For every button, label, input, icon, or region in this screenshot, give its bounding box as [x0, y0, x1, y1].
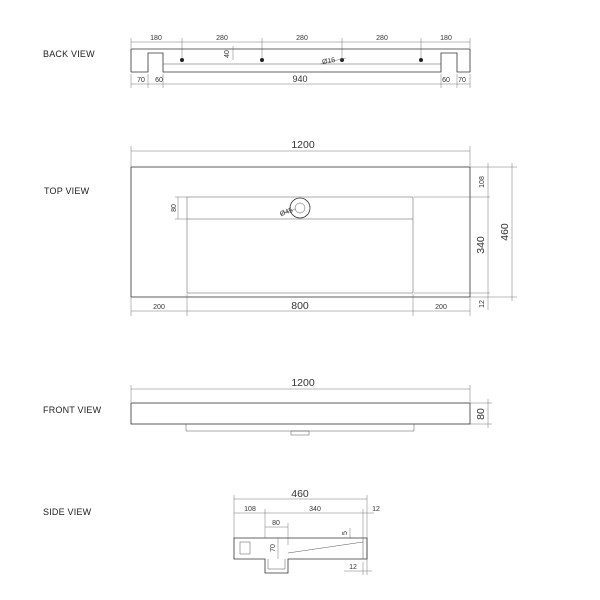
side-view-profile — [234, 538, 367, 573]
top-dim-200-right: 200 — [435, 304, 447, 311]
back-dim-280-3: 280 — [376, 35, 388, 42]
front-dim-1200: 1200 — [291, 377, 315, 389]
back-dim-70-right: 70 — [458, 77, 466, 84]
top-dim-dia45: Ø45 — [279, 207, 294, 219]
top-dim-200-left: 200 — [153, 304, 165, 311]
top-view-outline — [131, 167, 470, 297]
side-dim-460: 460 — [291, 488, 309, 500]
side-dim-12-top: 12 — [372, 506, 380, 513]
back-dim-60-right: 60 — [442, 77, 450, 84]
side-back-cutout — [240, 542, 250, 554]
side-dim-108: 108 — [244, 506, 256, 513]
back-dim-dia16: Ø16 — [321, 56, 336, 67]
front-view-outline — [131, 403, 470, 424]
back-dim-940: 940 — [292, 74, 308, 84]
side-basin-slope — [288, 542, 363, 553]
back-dim-40: 40 — [224, 50, 231, 58]
top-view — [44, 139, 517, 316]
drain-outer — [290, 198, 310, 218]
top-dim-1200: 1200 — [291, 139, 315, 151]
front-dim-80: 80 — [475, 408, 487, 420]
front-drain — [291, 431, 309, 435]
side-dim-340: 340 — [309, 506, 321, 513]
side-dim-70: 70 — [270, 544, 277, 552]
mounting-hole — [180, 58, 184, 62]
front-view — [43, 377, 492, 435]
side-dim-80: 80 — [272, 520, 280, 527]
back-dim-280-1: 280 — [216, 35, 228, 42]
side-view — [43, 488, 380, 575]
basin-outline — [187, 197, 413, 293]
drain-inner — [295, 203, 305, 213]
top-dim-460: 460 — [499, 223, 511, 241]
back-dim-70-left: 70 — [137, 77, 145, 84]
back-view-label: BACK VIEW — [43, 49, 95, 59]
back-dim-280-2: 280 — [296, 35, 308, 42]
front-view-label: FRONT VIEW — [43, 405, 102, 415]
back-dim-60-left: 60 — [155, 77, 163, 84]
side-drain-section — [268, 559, 285, 569]
top-view-label: TOP VIEW — [44, 186, 90, 196]
back-dim-180-right: 180 — [440, 35, 452, 42]
top-dim-80: 80 — [171, 204, 178, 212]
top-dim-12: 12 — [479, 300, 486, 308]
side-view-label: SIDE VIEW — [43, 507, 92, 517]
top-dim-800: 800 — [291, 300, 309, 312]
mounting-hole — [419, 58, 423, 62]
back-dim-180-left: 180 — [150, 35, 162, 42]
back-view — [43, 35, 470, 88]
top-dim-108: 108 — [479, 176, 486, 188]
top-dim-340: 340 — [475, 236, 487, 254]
front-basin-bottom — [186, 424, 414, 431]
mounting-hole — [260, 58, 264, 62]
side-dim-5: 5 — [342, 531, 349, 535]
side-dim-12-bottom: 12 — [349, 564, 357, 571]
